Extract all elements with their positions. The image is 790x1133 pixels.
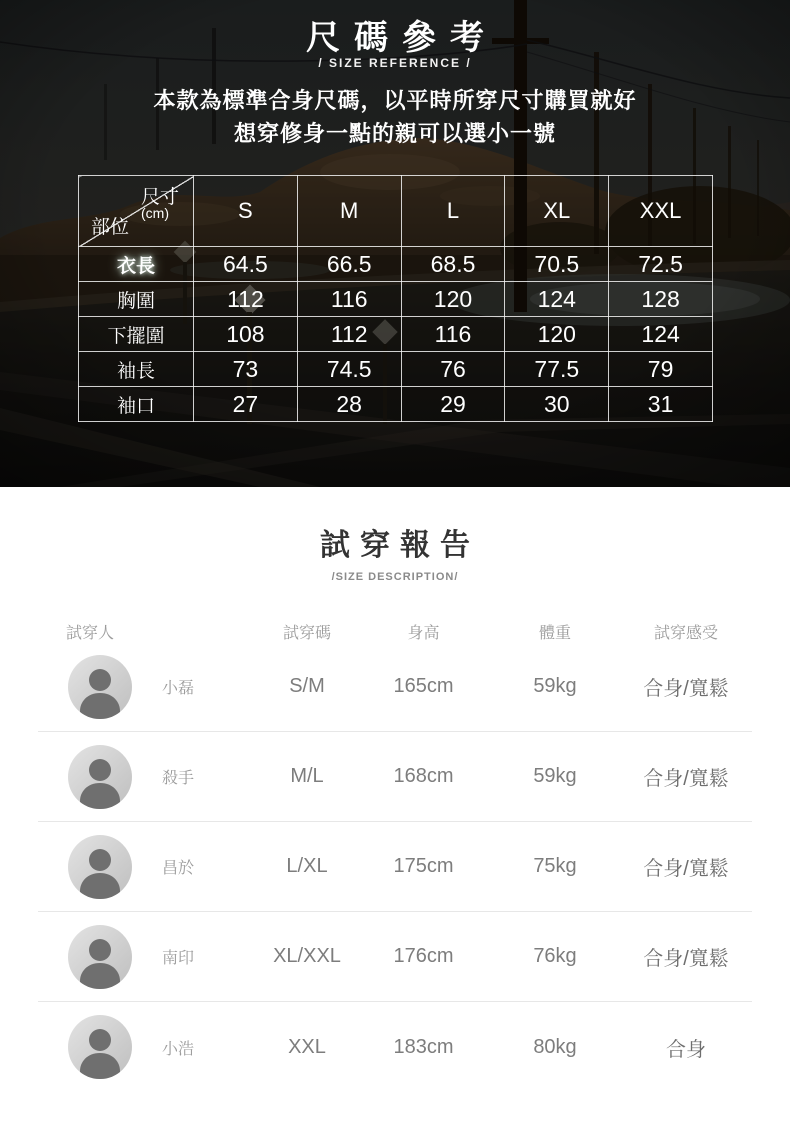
measurement-value: 70.5 bbox=[505, 247, 609, 282]
size-chart-row-sleeve-length bbox=[79, 352, 713, 387]
tester-name: 小浩 bbox=[162, 1040, 195, 1058]
size-chart-header-row bbox=[79, 176, 713, 247]
tester-height: 183cm bbox=[393, 1035, 454, 1058]
tester-height: 165cm bbox=[393, 675, 454, 697]
size-chart-row-cuff bbox=[79, 387, 713, 422]
tester-name: 昌於 bbox=[162, 860, 195, 877]
measurement-label: 下擺圍 bbox=[79, 317, 194, 352]
measurement-value: 128 bbox=[609, 282, 713, 317]
tester-size: L/XL bbox=[286, 855, 328, 877]
column-header-size: 試穿碼 bbox=[282, 625, 331, 642]
tester-avatar bbox=[68, 655, 132, 719]
measurement-value: 27 bbox=[194, 387, 298, 422]
tester-feeling: 合身 bbox=[666, 1038, 706, 1061]
size-chart-row-hem bbox=[79, 317, 713, 352]
tester-size: XXL bbox=[288, 1035, 326, 1058]
tester-height: 176cm bbox=[393, 945, 454, 967]
measurement-value: 73 bbox=[194, 352, 298, 387]
person-icon bbox=[68, 745, 132, 809]
fitting-report-section bbox=[0, 487, 790, 1133]
measurement-value: 116 bbox=[401, 317, 505, 352]
fitting-report-row bbox=[38, 912, 752, 1002]
fitting-report-row bbox=[38, 822, 752, 912]
size-chart-corner-cell bbox=[79, 176, 194, 247]
size-reference-subtitle: / SIZE REFERENCE / bbox=[318, 56, 472, 70]
column-header-weight: 體重 bbox=[538, 625, 571, 642]
tester-name: 小磊 bbox=[162, 680, 195, 697]
measurement-value: 124 bbox=[505, 282, 609, 317]
size-chart-row-chest bbox=[79, 282, 713, 317]
measurement-value: 120 bbox=[401, 282, 505, 317]
measurement-value: 64.5 bbox=[194, 247, 298, 282]
size-advice-line-2: 想穿修身一點的親可以選小一號 bbox=[233, 121, 556, 146]
size-reference-section bbox=[0, 0, 790, 487]
measurement-value: 76 bbox=[401, 352, 505, 387]
tester-size: M/L bbox=[290, 765, 324, 787]
size-chart-table bbox=[78, 175, 713, 422]
size-chart-row-garment-length bbox=[79, 247, 713, 282]
tester-weight: 59kg bbox=[533, 675, 577, 697]
tester-size: XL/XXL bbox=[273, 945, 341, 967]
measurement-value: 116 bbox=[297, 282, 401, 317]
tester-avatar bbox=[68, 925, 132, 989]
tester-feeling: 合身/寬鬆 bbox=[643, 768, 729, 790]
size-column-header: S bbox=[194, 176, 298, 247]
size-column-header: XXL bbox=[609, 176, 713, 247]
measurement-value: 28 bbox=[297, 387, 401, 422]
column-header-height: 身高 bbox=[407, 625, 440, 642]
tester-weight: 75kg bbox=[533, 855, 577, 877]
measurement-value: 112 bbox=[194, 282, 298, 317]
fitting-report-row bbox=[38, 642, 752, 732]
size-column-header: M bbox=[297, 176, 401, 247]
measurement-value: 124 bbox=[609, 317, 713, 352]
tester-height: 168cm bbox=[393, 765, 454, 787]
measurement-value: 29 bbox=[401, 387, 505, 422]
measurement-value: 30 bbox=[505, 387, 609, 422]
corner-label-part: 部位 bbox=[91, 217, 130, 238]
person-icon bbox=[68, 835, 132, 899]
tester-avatar bbox=[68, 835, 132, 899]
column-header-person: 試穿人 bbox=[66, 625, 115, 642]
measurement-value: 68.5 bbox=[401, 247, 505, 282]
corner-label-size: 尺寸 bbox=[140, 187, 179, 208]
size-advice-line-1: 本款為標準合身尺碼，以平時所穿尺寸購買就好 bbox=[153, 88, 637, 113]
measurement-value: 77.5 bbox=[505, 352, 609, 387]
measurement-label: 衣長 bbox=[79, 247, 194, 282]
measurement-label: 袖長 bbox=[79, 352, 194, 387]
person-icon bbox=[68, 655, 132, 719]
fitting-report-header-row bbox=[38, 620, 752, 642]
size-column-header: XL bbox=[505, 176, 609, 247]
tester-feeling: 合身/寬鬆 bbox=[643, 858, 729, 880]
column-header-feeling: 試穿感受 bbox=[653, 625, 718, 642]
measurement-label: 胸圍 bbox=[79, 282, 194, 317]
measurement-value: 79 bbox=[609, 352, 713, 387]
measurement-value: 74.5 bbox=[297, 352, 401, 387]
tester-weight: 76kg bbox=[533, 945, 577, 967]
measurement-value: 108 bbox=[194, 317, 298, 352]
measurement-value: 112 bbox=[297, 317, 401, 352]
person-icon bbox=[68, 1015, 132, 1079]
tester-name: 殺手 bbox=[162, 770, 195, 787]
tester-height: 175cm bbox=[393, 855, 454, 877]
corner-label-unit: (cm) bbox=[141, 205, 169, 221]
tester-weight: 80kg bbox=[533, 1035, 577, 1058]
tester-feeling: 合身/寬鬆 bbox=[643, 678, 729, 700]
tester-avatar bbox=[68, 745, 132, 809]
person-icon bbox=[68, 925, 132, 989]
measurement-value: 66.5 bbox=[297, 247, 401, 282]
fitting-report-subtitle: /SIZE DESCRIPTION/ bbox=[331, 571, 459, 583]
tester-size: S/M bbox=[289, 675, 325, 697]
tester-avatar bbox=[68, 1015, 132, 1079]
measurement-value: 31 bbox=[609, 387, 713, 422]
tester-name: 南印 bbox=[162, 950, 195, 967]
size-column-header: L bbox=[401, 176, 505, 247]
fitting-report-row bbox=[38, 1002, 752, 1092]
tester-weight: 59kg bbox=[533, 765, 577, 787]
tester-feeling: 合身/寬鬆 bbox=[643, 948, 729, 970]
size-reference-title: 尺碼參考 bbox=[306, 19, 498, 57]
measurement-value: 120 bbox=[505, 317, 609, 352]
fitting-report-row bbox=[38, 732, 752, 822]
measurement-value: 72.5 bbox=[609, 247, 713, 282]
fitting-report-table bbox=[38, 620, 752, 1092]
fitting-report-title: 試穿報告 bbox=[320, 529, 480, 562]
measurement-label: 袖口 bbox=[79, 387, 194, 422]
